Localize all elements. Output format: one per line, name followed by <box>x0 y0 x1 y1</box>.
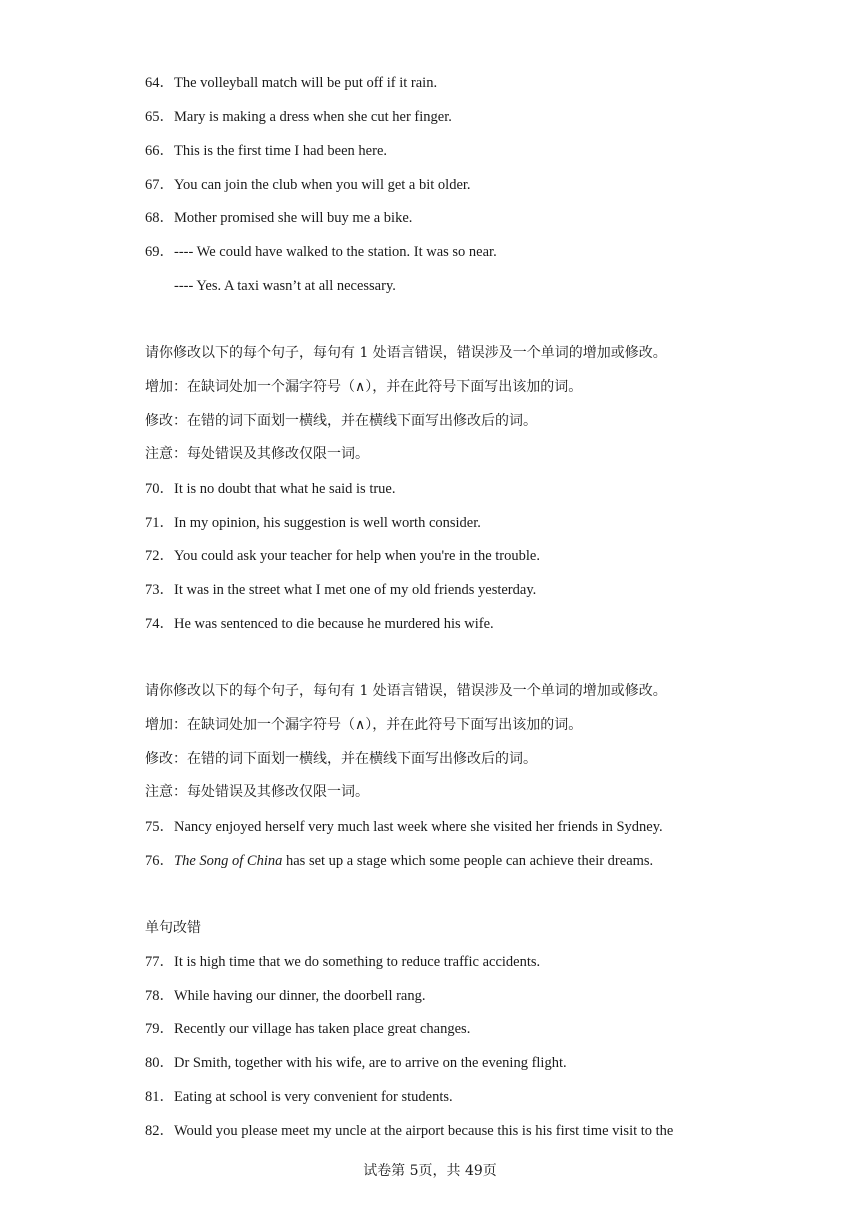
instruction-4: 注意：每处错误及其修改仅限一词。 <box>145 446 369 462</box>
question-69: 69．---- We could have walked to the station. It was so near. <box>145 244 497 260</box>
question-73: 73．It was in the street what I met one of my old friends yesterday. <box>145 582 537 598</box>
question-76: 76．The Song of China has set up a stage which some people can achieve their dreams. <box>145 853 654 869</box>
question-69-reply: ---- Yes. A taxi wasn’t at all necessary. <box>174 278 396 294</box>
instruction-1: 请你修改以下的每个句子，每句有 1 处语言错误，错误涉及一个单词的增加或修改。 <box>145 683 667 699</box>
song-title: The Song of China <box>174 853 283 869</box>
question-75: 75．Nancy enjoyed herself very much last week where she visited her friends in Sydney. <box>145 819 663 835</box>
page-footer: 试卷第 5页，共 49页 <box>363 1163 497 1179</box>
instruction-4: 注意：每处错误及其修改仅限一词。 <box>145 784 369 800</box>
question-74: 74．He was sentenced to die because he murdered his wife. <box>145 616 494 632</box>
section-heading: 单句改错 <box>145 920 201 936</box>
question-77: 77．It is high time that we do something to reduce traffic accidents. <box>145 954 541 970</box>
question-82: 82．Would you please meet my uncle at the airport because this is his first time visit to the <box>145 1123 674 1139</box>
question-79: 79．Recently our village has taken place great changes. <box>145 1021 471 1037</box>
question-70: 70．It is no doubt that what he said is true. <box>145 481 396 497</box>
instruction-3: 修改：在错的词下面划一横线，并在横线下面写出修改后的词。 <box>145 751 537 767</box>
question-71: 71．In my opinion, his suggestion is well worth consider. <box>145 515 481 531</box>
question-64: 64．The volleyball match will be put off if it rain. <box>145 75 438 91</box>
question-65: 65．Mary is making a dress when she cut her finger. <box>145 109 452 125</box>
question-72: 72．You could ask your teacher for help when you're in the trouble. <box>145 548 540 564</box>
question-80: 80．Dr Smith, together with his wife, are to arrive on the evening flight. <box>145 1055 567 1071</box>
question-78: 78．While having our dinner, the doorbell rang. <box>145 988 426 1004</box>
instruction-2: 增加：在缺词处加一个漏字符号（∧），并在此符号下面写出该加的词。 <box>145 717 583 733</box>
question-81: 81．Eating at school is very convenient for students. <box>145 1089 453 1105</box>
instruction-1: 请你修改以下的每个句子，每句有 1 处语言错误，错误涉及一个单词的增加或修改。 <box>145 345 667 361</box>
instruction-3: 修改：在错的词下面划一横线，并在横线下面写出修改后的词。 <box>145 413 537 429</box>
question-67: 67．You can join the club when you will get a bit older. <box>145 177 471 193</box>
question-68: 68．Mother promised she will buy me a bike. <box>145 210 413 226</box>
question-66: 66．This is the first time I had been here. <box>145 143 388 159</box>
instruction-2: 增加：在缺词处加一个漏字符号（∧），并在此符号下面写出该加的词。 <box>145 379 583 395</box>
